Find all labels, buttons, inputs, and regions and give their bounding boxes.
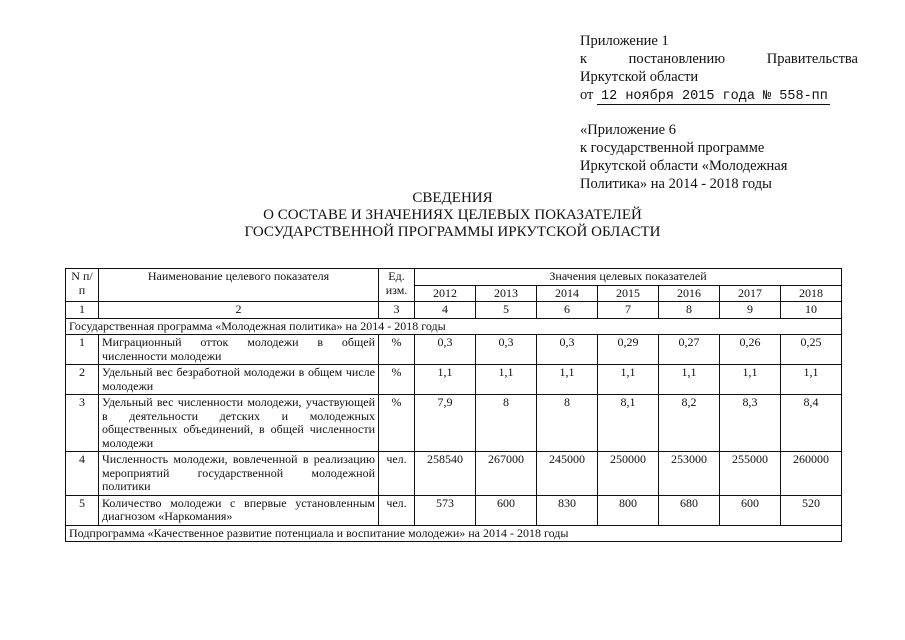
row-value: 830 [537, 495, 598, 525]
appendix-resolution-line [580, 50, 858, 68]
table-row [66, 495, 842, 525]
col-number: 4 [415, 302, 476, 319]
row-value: 0,3 [415, 335, 476, 365]
row-num: 5 [66, 495, 99, 525]
appendix6-line2: к государственной программе [580, 140, 765, 156]
document-title [0, 190, 905, 241]
row-unit: чел. [379, 452, 415, 496]
title-line-1: СВЕДЕНИЯ [412, 190, 493, 206]
table-row [66, 452, 842, 496]
appendix-word-resolution: постановлению [628, 51, 726, 67]
appendix-word-k: к [580, 51, 588, 67]
row-value: 1,1 [415, 365, 476, 395]
header-unit: Ед. изм. [379, 269, 415, 302]
row-value: 520 [781, 495, 842, 525]
column-number-row [66, 302, 842, 319]
row-num: 3 [66, 395, 99, 452]
row-value: 800 [598, 495, 659, 525]
col-number: 6 [537, 302, 598, 319]
section-program-title: Государственная программа «Молодежная политика» на 2014 - 2018 годы [66, 318, 842, 335]
row-value: 0,3 [537, 335, 598, 365]
col-number: 2 [99, 302, 379, 319]
appendix-header [580, 32, 858, 106]
year-2015: 2015 [598, 285, 659, 302]
row-value: 267000 [476, 452, 537, 496]
appendix-number: Приложение 1 [580, 33, 669, 49]
year-2014: 2014 [537, 285, 598, 302]
col-number: 10 [781, 302, 842, 319]
row-value: 1,1 [476, 365, 537, 395]
row-value: 600 [476, 495, 537, 525]
row-unit: % [379, 395, 415, 452]
row-num: 4 [66, 452, 99, 496]
row-value: 0,29 [598, 335, 659, 365]
appendix-word-government: Правительства [766, 51, 858, 67]
row-value: 0,3 [476, 335, 537, 365]
row-unit: % [379, 365, 415, 395]
row-value: 0,25 [781, 335, 842, 365]
row-value: 8 [537, 395, 598, 452]
appendix-date-value: 12 ноября 2015 года № 558-пп [597, 89, 830, 105]
col-number: 3 [379, 302, 415, 319]
row-value: 600 [720, 495, 781, 525]
row-num: 2 [66, 365, 99, 395]
year-2013: 2013 [476, 285, 537, 302]
col-number: 8 [659, 302, 720, 319]
col-number: 1 [66, 302, 99, 319]
header-num: N п/п [66, 269, 99, 302]
header-values: Значения целевых показателей [415, 269, 842, 286]
row-value: 258540 [415, 452, 476, 496]
appendix6-line3: Иркутской области «Молодежная [580, 158, 788, 174]
year-2017: 2017 [720, 285, 781, 302]
year-2018: 2018 [781, 285, 842, 302]
row-value: 255000 [720, 452, 781, 496]
table-row [66, 395, 842, 452]
row-value: 8,1 [598, 395, 659, 452]
table-row [66, 365, 842, 395]
row-value: 680 [659, 495, 720, 525]
row-value: 1,1 [598, 365, 659, 395]
row-value: 8 [476, 395, 537, 452]
year-2016: 2016 [659, 285, 720, 302]
row-indicator-name: Удельный вес безработной молодежи в общем числе молодежи [99, 365, 379, 395]
row-value: 7,9 [415, 395, 476, 452]
table-header-row [66, 269, 842, 286]
row-value: 0,27 [659, 335, 720, 365]
appendix-date-line [580, 86, 858, 106]
row-value: 1,1 [781, 365, 842, 395]
row-value: 1,1 [537, 365, 598, 395]
row-value: 8,3 [720, 395, 781, 452]
section-subprogram-title: Подпрограмма «Качественное развитие потенциала и воспитание молодежи» на 2014 - 2018 годы [66, 525, 842, 542]
indicators-table [65, 268, 842, 542]
header-name: Наименование целевого показателя [99, 269, 379, 302]
row-indicator-name: Удельный вес численности молодежи, участвующей в деятельности детских и молодежных общественных объединений, в общей численности молодежи [99, 395, 379, 452]
row-value: 1,1 [720, 365, 781, 395]
appendix-date-prefix: от [580, 87, 594, 103]
appendix6-line4: Политика» на 2014 - 2018 годы [580, 176, 772, 192]
year-2012: 2012 [415, 285, 476, 302]
row-value: 250000 [598, 452, 659, 496]
row-unit: чел. [379, 495, 415, 525]
row-value: 8,4 [781, 395, 842, 452]
row-value: 1,1 [659, 365, 720, 395]
appendix6-line1: «Приложение 6 [580, 122, 676, 138]
row-value: 573 [415, 495, 476, 525]
row-value: 245000 [537, 452, 598, 496]
section-row-subprogram [66, 525, 842, 542]
row-indicator-name: Миграционный отток молодежи в общей численности молодежи [99, 335, 379, 365]
title-line-3: ГОСУДАРСТВЕННОЙ ПРОГРАММЫ ИРКУТСКОЙ ОБЛАСТИ [244, 224, 661, 240]
row-value: 260000 [781, 452, 842, 496]
row-unit: % [379, 335, 415, 365]
col-number: 9 [720, 302, 781, 319]
row-num: 1 [66, 335, 99, 365]
appendix-region: Иркутской области [580, 69, 699, 85]
col-number: 5 [476, 302, 537, 319]
title-line-2: О СОСТАВЕ И ЗНАЧЕНИЯХ ЦЕЛЕВЫХ ПОКАЗАТЕЛЕЙ [263, 207, 642, 223]
row-value: 253000 [659, 452, 720, 496]
col-number: 7 [598, 302, 659, 319]
section-row-program [66, 318, 842, 335]
table-row [66, 335, 842, 365]
appendix6-header [580, 121, 880, 193]
row-indicator-name: Количество молодежи с впервые установленным диагнозом «Наркомания» [99, 495, 379, 525]
row-value: 0,26 [720, 335, 781, 365]
row-indicator-name: Численность молодежи, вовлеченной в реализацию мероприятий государственной молодежной политики [99, 452, 379, 496]
row-value: 8,2 [659, 395, 720, 452]
